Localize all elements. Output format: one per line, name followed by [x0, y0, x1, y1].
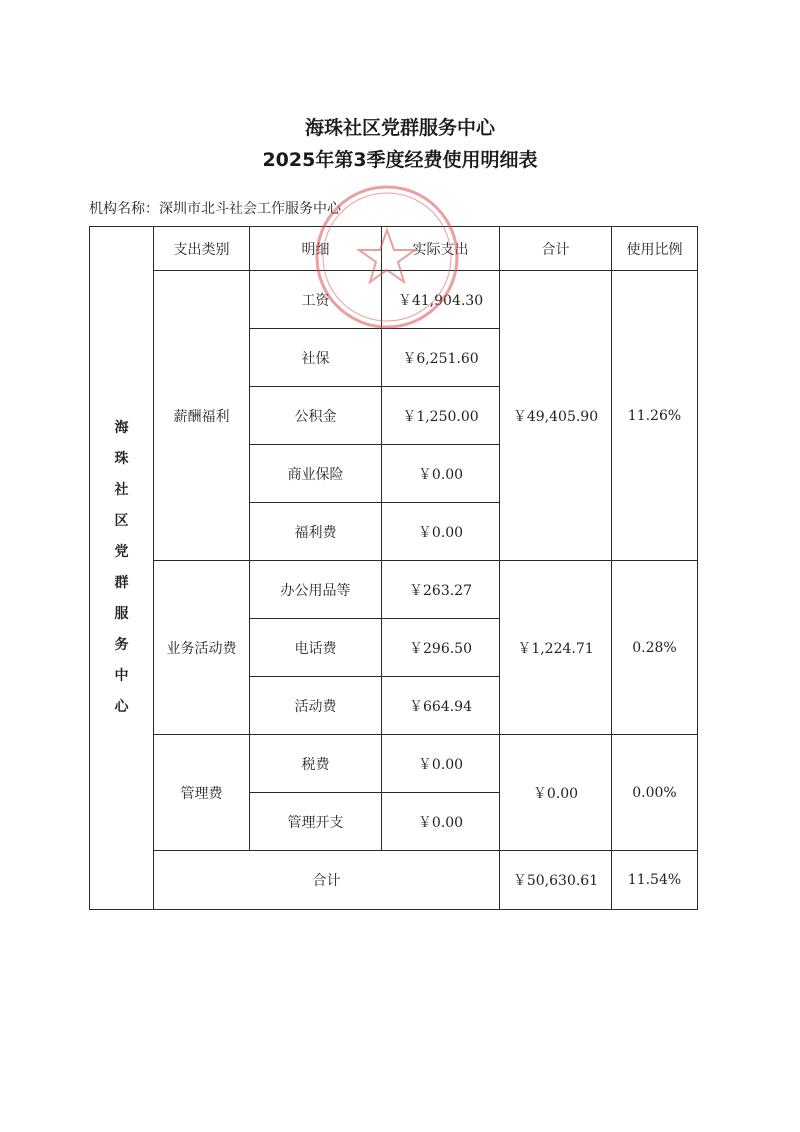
amount-cell: ￥0.00: [382, 735, 500, 793]
detail-cell: 税费: [250, 735, 382, 793]
amount-cell: ￥1,250.00: [382, 387, 500, 445]
detail-cell: 社保: [250, 329, 382, 387]
detail-cell: 公积金: [250, 387, 382, 445]
side-label-char: 务: [114, 637, 129, 653]
detail-cell: 活动费: [250, 677, 382, 735]
document-subtitle: 2025年第3季度经费使用明细表: [262, 149, 538, 171]
table-row: [90, 271, 698, 329]
side-label-char: 珠: [114, 451, 129, 467]
group-ratio-cell: 0.28%: [612, 561, 698, 735]
group-total-cell: ￥49,405.90: [500, 271, 612, 561]
header-ratio: 使用比例: [612, 227, 698, 271]
side-label-char: 区: [114, 513, 129, 529]
amount-cell: ￥296.50: [382, 619, 500, 677]
header-total: 合计: [500, 227, 612, 271]
summary-label: 合计: [154, 851, 500, 910]
amount-cell: ￥41,904.30: [382, 271, 500, 329]
header-detail: 明细: [250, 227, 382, 271]
summary-row: [90, 851, 698, 910]
group-ratio-cell: 11.26%: [612, 271, 698, 561]
group-total-cell: ￥1,224.71: [500, 561, 612, 735]
group-total-cell: ￥0.00: [500, 735, 612, 851]
side-label-char: 社: [114, 482, 129, 498]
detail-cell: 商业保险: [250, 445, 382, 503]
header-row: [90, 227, 698, 271]
category-cell: 管理费: [154, 735, 250, 851]
side-label-char: 海: [114, 420, 129, 436]
amount-cell: ￥0.00: [382, 793, 500, 851]
header-actual: 实际支出: [382, 227, 500, 271]
side-label-char: 服: [114, 606, 129, 622]
amount-cell: ￥263.27: [382, 561, 500, 619]
group-ratio-cell: 0.00%: [612, 735, 698, 851]
detail-cell: 电话费: [250, 619, 382, 677]
side-label-char: 中: [114, 668, 129, 684]
amount-cell: ￥0.00: [382, 445, 500, 503]
category-cell: 业务活动费: [154, 561, 250, 735]
side-label-char: 群: [114, 575, 129, 591]
amount-cell: ￥0.00: [382, 503, 500, 561]
detail-cell: 工资: [250, 271, 382, 329]
document-title: 海珠社区党群服务中心: [304, 117, 495, 139]
table-row: [90, 735, 698, 793]
side-label-char: 心: [114, 699, 129, 715]
side-label-char: 党: [114, 544, 129, 560]
category-cell: 薪酬福利: [154, 271, 250, 561]
expense-table: [89, 226, 698, 910]
table-row: [90, 561, 698, 619]
detail-cell: 管理开支: [250, 793, 382, 851]
organization-name: 机构名称：深圳市北斗社会工作服务中心: [89, 201, 341, 217]
summary-ratio: 11.54%: [612, 851, 698, 910]
detail-cell: 福利费: [250, 503, 382, 561]
amount-cell: ￥6,251.60: [382, 329, 500, 387]
detail-cell: 办公用品等: [250, 561, 382, 619]
header-category: 支出类别: [154, 227, 250, 271]
side-label: [90, 227, 154, 910]
summary-total: ￥50,630.61: [500, 851, 612, 910]
amount-cell: ￥664.94: [382, 677, 500, 735]
